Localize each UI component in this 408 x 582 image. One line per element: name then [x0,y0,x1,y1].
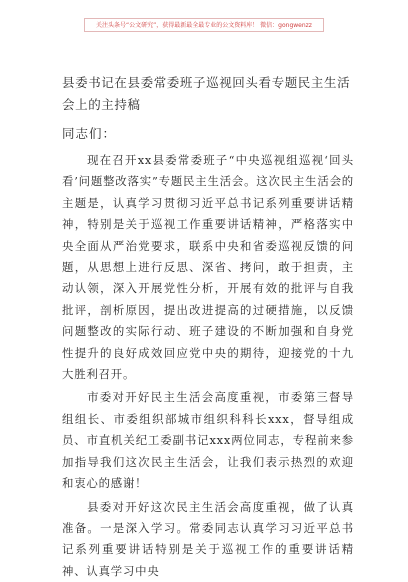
document-body [62,150,354,582]
salutation: 同志们： [62,124,116,144]
paragraph: 县委对开好这次民主生活会高度重视，做了认真准备。一是深入学习。常委同志认真学习习近平总书记系列重要讲话特别是关于巡视工作的重要讲话精神、认真学习中央 [62,497,354,582]
document-title: 县委书记在县委常委班子巡视回头看专题民主生活会上的主持稿 [62,72,362,116]
paragraph: 市委对开好民主生活会高度重视，市委第三督导组组长、市委组织部城市组织科科长xxx，督导组成员、市直机关纪工委副书记xxx两位同志，专程前来参加指导我们这次民主生活会，让我们表示热烈的欢迎和衷心的感谢！ [62,387,354,494]
promo-banner: 关注头条号“公文研究”，获得最新最全最专业的公文资料库！ 微信：gongwenzz [84,18,324,32]
paragraph: 现在召开xx县委常委班子“中央巡视组巡视‘回头看’问题整改落实”专题民主生活会。这次民主生活会的主题是，认真学习贯彻习近平总书记系列重要讲话精神，特别是关于巡视工作重要讲话精神，严格落实中央全面从严治党要求，联系中央和省委巡视反馈的问题，从思想上进行反思、深省、拷问，敢于担责，主动认领，深入开展党性分析，开展有效的批评与自我批评，剖析原因，提出改进提高的过硬措施，以反馈问题整改的实际行动、班子建设的不断加强和自身党性提升的良好成效回应党中央的期待，迎接党的十九大胜利召开。 [62,150,354,385]
